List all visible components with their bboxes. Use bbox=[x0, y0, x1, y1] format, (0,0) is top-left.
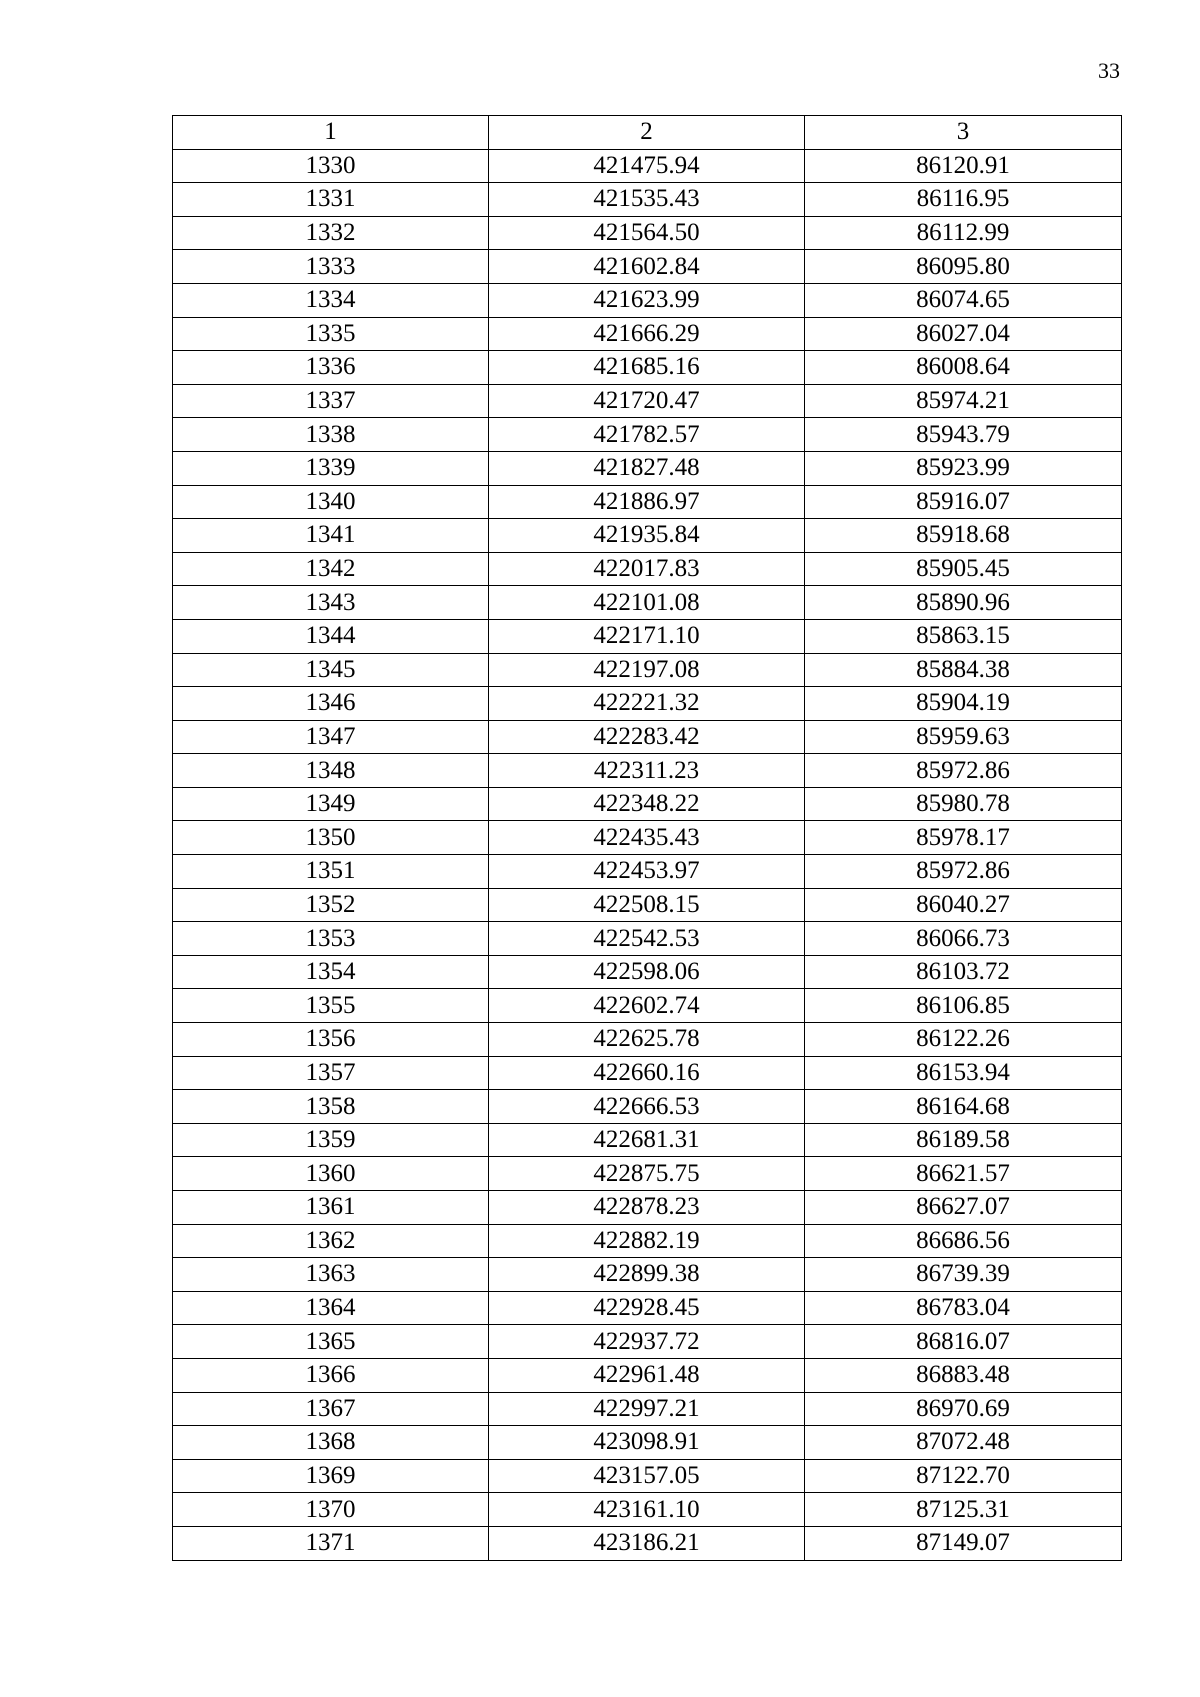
table-row bbox=[173, 754, 1122, 788]
table-row bbox=[173, 1123, 1122, 1157]
point-number-cell: 1358 bbox=[173, 1090, 489, 1124]
x-coordinate-cell: 422171.10 bbox=[489, 619, 805, 653]
table-row bbox=[173, 787, 1122, 821]
x-coordinate-cell: 422017.83 bbox=[489, 552, 805, 586]
column-header-1: 1 bbox=[173, 116, 489, 150]
x-coordinate-cell: 421535.43 bbox=[489, 183, 805, 217]
table-row bbox=[173, 1526, 1122, 1560]
table-row bbox=[173, 1224, 1122, 1258]
point-number-cell: 1368 bbox=[173, 1426, 489, 1460]
x-coordinate-cell: 421935.84 bbox=[489, 519, 805, 553]
y-coordinate-cell: 85916.07 bbox=[805, 485, 1122, 519]
x-coordinate-cell: 422598.06 bbox=[489, 955, 805, 989]
table-row bbox=[173, 149, 1122, 183]
x-coordinate-cell: 421602.84 bbox=[489, 250, 805, 284]
y-coordinate-cell: 85972.86 bbox=[805, 754, 1122, 788]
table-row bbox=[173, 485, 1122, 519]
y-coordinate-cell: 86008.64 bbox=[805, 351, 1122, 385]
x-coordinate-cell: 423186.21 bbox=[489, 1526, 805, 1560]
x-coordinate-cell: 421782.57 bbox=[489, 418, 805, 452]
y-coordinate-cell: 85972.86 bbox=[805, 855, 1122, 889]
point-number-cell: 1348 bbox=[173, 754, 489, 788]
y-coordinate-cell: 87125.31 bbox=[805, 1493, 1122, 1527]
table-row bbox=[173, 317, 1122, 351]
table-row bbox=[173, 1358, 1122, 1392]
table-row bbox=[173, 250, 1122, 284]
x-coordinate-cell: 422625.78 bbox=[489, 1023, 805, 1057]
y-coordinate-cell: 86783.04 bbox=[805, 1291, 1122, 1325]
table-row bbox=[173, 955, 1122, 989]
x-coordinate-cell: 421827.48 bbox=[489, 451, 805, 485]
y-coordinate-cell: 87122.70 bbox=[805, 1459, 1122, 1493]
table-row bbox=[173, 1459, 1122, 1493]
point-number-cell: 1357 bbox=[173, 1056, 489, 1090]
y-coordinate-cell: 85863.15 bbox=[805, 619, 1122, 653]
y-coordinate-cell: 86112.99 bbox=[805, 216, 1122, 250]
y-coordinate-cell: 86970.69 bbox=[805, 1392, 1122, 1426]
point-number-cell: 1360 bbox=[173, 1157, 489, 1191]
table-header bbox=[173, 116, 1122, 150]
point-number-cell: 1361 bbox=[173, 1191, 489, 1225]
table-row bbox=[173, 1291, 1122, 1325]
point-number-cell: 1331 bbox=[173, 183, 489, 217]
y-coordinate-cell: 86153.94 bbox=[805, 1056, 1122, 1090]
x-coordinate-cell: 422878.23 bbox=[489, 1191, 805, 1225]
table-row bbox=[173, 1325, 1122, 1359]
point-number-cell: 1364 bbox=[173, 1291, 489, 1325]
table-row bbox=[173, 619, 1122, 653]
y-coordinate-cell: 85918.68 bbox=[805, 519, 1122, 553]
point-number-cell: 1359 bbox=[173, 1123, 489, 1157]
point-number-cell: 1333 bbox=[173, 250, 489, 284]
table-row bbox=[173, 989, 1122, 1023]
table-row bbox=[173, 888, 1122, 922]
y-coordinate-cell: 85980.78 bbox=[805, 787, 1122, 821]
point-number-cell: 1332 bbox=[173, 216, 489, 250]
table-row bbox=[173, 1392, 1122, 1426]
point-number-cell: 1340 bbox=[173, 485, 489, 519]
y-coordinate-cell: 86074.65 bbox=[805, 283, 1122, 317]
x-coordinate-cell: 422937.72 bbox=[489, 1325, 805, 1359]
point-number-cell: 1343 bbox=[173, 586, 489, 620]
x-coordinate-cell: 423161.10 bbox=[489, 1493, 805, 1527]
y-coordinate-cell: 86095.80 bbox=[805, 250, 1122, 284]
x-coordinate-cell: 422997.21 bbox=[489, 1392, 805, 1426]
y-coordinate-cell: 86122.26 bbox=[805, 1023, 1122, 1057]
point-number-cell: 1354 bbox=[173, 955, 489, 989]
x-coordinate-cell: 422435.43 bbox=[489, 821, 805, 855]
y-coordinate-cell: 86040.27 bbox=[805, 888, 1122, 922]
table-row bbox=[173, 1258, 1122, 1292]
y-coordinate-cell: 86189.58 bbox=[805, 1123, 1122, 1157]
x-coordinate-cell: 422508.15 bbox=[489, 888, 805, 922]
table-row bbox=[173, 1023, 1122, 1057]
y-coordinate-cell: 86627.07 bbox=[805, 1191, 1122, 1225]
y-coordinate-cell: 86027.04 bbox=[805, 317, 1122, 351]
y-coordinate-cell: 85884.38 bbox=[805, 653, 1122, 687]
x-coordinate-cell: 422101.08 bbox=[489, 586, 805, 620]
point-number-cell: 1330 bbox=[173, 149, 489, 183]
table-row bbox=[173, 351, 1122, 385]
x-coordinate-cell: 422681.31 bbox=[489, 1123, 805, 1157]
table-body bbox=[173, 149, 1122, 1560]
y-coordinate-cell: 86164.68 bbox=[805, 1090, 1122, 1124]
x-coordinate-cell: 422348.22 bbox=[489, 787, 805, 821]
point-number-cell: 1362 bbox=[173, 1224, 489, 1258]
table-row bbox=[173, 552, 1122, 586]
x-coordinate-cell: 422453.97 bbox=[489, 855, 805, 889]
table-row bbox=[173, 183, 1122, 217]
table-row bbox=[173, 519, 1122, 553]
point-number-cell: 1369 bbox=[173, 1459, 489, 1493]
x-coordinate-cell: 422899.38 bbox=[489, 1258, 805, 1292]
x-coordinate-cell: 421886.97 bbox=[489, 485, 805, 519]
point-number-cell: 1336 bbox=[173, 351, 489, 385]
y-coordinate-cell: 85905.45 bbox=[805, 552, 1122, 586]
x-coordinate-cell: 421685.16 bbox=[489, 351, 805, 385]
page-number: 33 bbox=[1098, 58, 1120, 83]
point-number-cell: 1344 bbox=[173, 619, 489, 653]
y-coordinate-cell: 85978.17 bbox=[805, 821, 1122, 855]
y-coordinate-cell: 86116.95 bbox=[805, 183, 1122, 217]
x-coordinate-cell: 422660.16 bbox=[489, 1056, 805, 1090]
point-number-cell: 1367 bbox=[173, 1392, 489, 1426]
point-number-cell: 1370 bbox=[173, 1493, 489, 1527]
y-coordinate-cell: 87072.48 bbox=[805, 1426, 1122, 1460]
table-row bbox=[173, 1191, 1122, 1225]
table-row bbox=[173, 687, 1122, 721]
x-coordinate-cell: 422875.75 bbox=[489, 1157, 805, 1191]
y-coordinate-cell: 85974.21 bbox=[805, 384, 1122, 418]
point-number-cell: 1342 bbox=[173, 552, 489, 586]
point-number-cell: 1353 bbox=[173, 922, 489, 956]
point-number-cell: 1337 bbox=[173, 384, 489, 418]
table-row bbox=[173, 216, 1122, 250]
x-coordinate-cell: 422283.42 bbox=[489, 720, 805, 754]
table-row bbox=[173, 1493, 1122, 1527]
point-number-cell: 1366 bbox=[173, 1358, 489, 1392]
y-coordinate-cell: 86621.57 bbox=[805, 1157, 1122, 1191]
y-coordinate-cell: 85890.96 bbox=[805, 586, 1122, 620]
x-coordinate-cell: 422666.53 bbox=[489, 1090, 805, 1124]
y-coordinate-cell: 86739.39 bbox=[805, 1258, 1122, 1292]
x-coordinate-cell: 421720.47 bbox=[489, 384, 805, 418]
table-row bbox=[173, 855, 1122, 889]
y-coordinate-cell: 85923.99 bbox=[805, 451, 1122, 485]
table-row bbox=[173, 1056, 1122, 1090]
x-coordinate-cell: 422197.08 bbox=[489, 653, 805, 687]
point-number-cell: 1339 bbox=[173, 451, 489, 485]
point-number-cell: 1356 bbox=[173, 1023, 489, 1057]
x-coordinate-cell: 422602.74 bbox=[489, 989, 805, 1023]
y-coordinate-cell: 86103.72 bbox=[805, 955, 1122, 989]
y-coordinate-cell: 86106.85 bbox=[805, 989, 1122, 1023]
table-row bbox=[173, 283, 1122, 317]
coordinates-table bbox=[172, 115, 1122, 1561]
x-coordinate-cell: 421475.94 bbox=[489, 149, 805, 183]
x-coordinate-cell: 423098.91 bbox=[489, 1426, 805, 1460]
table-row bbox=[173, 1426, 1122, 1460]
y-coordinate-cell: 86686.56 bbox=[805, 1224, 1122, 1258]
x-coordinate-cell: 422961.48 bbox=[489, 1358, 805, 1392]
point-number-cell: 1365 bbox=[173, 1325, 489, 1359]
x-coordinate-cell: 421564.50 bbox=[489, 216, 805, 250]
x-coordinate-cell: 422311.23 bbox=[489, 754, 805, 788]
x-coordinate-cell: 421666.29 bbox=[489, 317, 805, 351]
table-row bbox=[173, 653, 1122, 687]
column-header-2: 2 bbox=[489, 116, 805, 150]
y-coordinate-cell: 85904.19 bbox=[805, 687, 1122, 721]
point-number-cell: 1338 bbox=[173, 418, 489, 452]
y-coordinate-cell: 85943.79 bbox=[805, 418, 1122, 452]
table-row bbox=[173, 821, 1122, 855]
x-coordinate-cell: 421623.99 bbox=[489, 283, 805, 317]
header-row bbox=[173, 116, 1122, 150]
point-number-cell: 1346 bbox=[173, 687, 489, 721]
point-number-cell: 1355 bbox=[173, 989, 489, 1023]
table-row bbox=[173, 418, 1122, 452]
table-row bbox=[173, 451, 1122, 485]
x-coordinate-cell: 423157.05 bbox=[489, 1459, 805, 1493]
point-number-cell: 1363 bbox=[173, 1258, 489, 1292]
point-number-cell: 1349 bbox=[173, 787, 489, 821]
x-coordinate-cell: 422221.32 bbox=[489, 687, 805, 721]
point-number-cell: 1341 bbox=[173, 519, 489, 553]
point-number-cell: 1345 bbox=[173, 653, 489, 687]
point-number-cell: 1350 bbox=[173, 821, 489, 855]
y-coordinate-cell: 86120.91 bbox=[805, 149, 1122, 183]
x-coordinate-cell: 422928.45 bbox=[489, 1291, 805, 1325]
table-row bbox=[173, 1157, 1122, 1191]
y-coordinate-cell: 87149.07 bbox=[805, 1526, 1122, 1560]
point-number-cell: 1352 bbox=[173, 888, 489, 922]
table-row bbox=[173, 720, 1122, 754]
point-number-cell: 1371 bbox=[173, 1526, 489, 1560]
y-coordinate-cell: 85959.63 bbox=[805, 720, 1122, 754]
point-number-cell: 1347 bbox=[173, 720, 489, 754]
point-number-cell: 1351 bbox=[173, 855, 489, 889]
table-row bbox=[173, 384, 1122, 418]
table-row bbox=[173, 1090, 1122, 1124]
point-number-cell: 1334 bbox=[173, 283, 489, 317]
y-coordinate-cell: 86066.73 bbox=[805, 922, 1122, 956]
x-coordinate-cell: 422882.19 bbox=[489, 1224, 805, 1258]
table-row bbox=[173, 922, 1122, 956]
point-number-cell: 1335 bbox=[173, 317, 489, 351]
y-coordinate-cell: 86883.48 bbox=[805, 1358, 1122, 1392]
x-coordinate-cell: 422542.53 bbox=[489, 922, 805, 956]
y-coordinate-cell: 86816.07 bbox=[805, 1325, 1122, 1359]
column-header-3: 3 bbox=[805, 116, 1122, 150]
table-row bbox=[173, 586, 1122, 620]
